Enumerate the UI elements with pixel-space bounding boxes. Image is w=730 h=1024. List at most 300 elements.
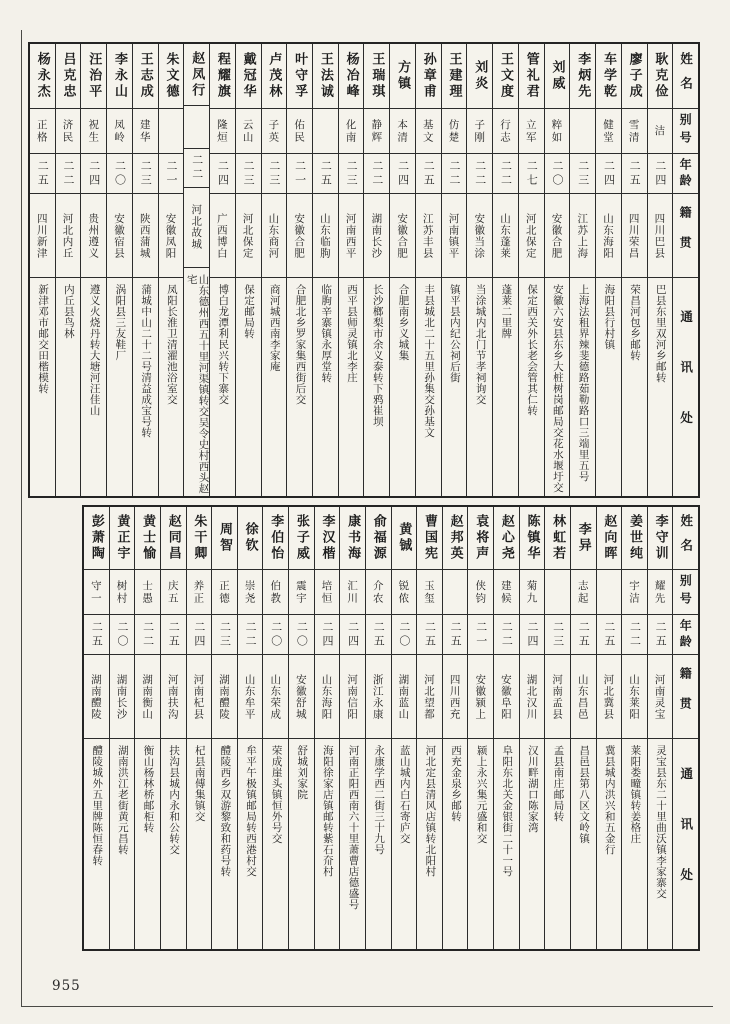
- person-column: [211, 507, 237, 949]
- header-alias: 别号: [673, 569, 698, 614]
- person-column: [109, 507, 135, 949]
- person-age: 二五: [571, 614, 596, 654]
- person-name: 程耀旗: [214, 52, 230, 100]
- person-native-place: 山东海阳: [315, 654, 340, 738]
- person-age: 二一: [468, 614, 493, 654]
- person-column: [30, 44, 55, 496]
- person-native-place: 河南镇平: [442, 193, 467, 277]
- person-native-place: 河南信阳: [340, 654, 365, 738]
- person-native-place: 河北保定: [519, 193, 544, 277]
- person-age: 二三: [236, 153, 261, 193]
- person-age: 二三: [570, 153, 595, 193]
- person-column: [314, 507, 340, 949]
- person-alias: 凤岭: [107, 108, 132, 153]
- person-native-place: 湖南醴陵: [212, 654, 237, 738]
- person-name: 李伯怡: [268, 514, 284, 562]
- person-column: [338, 44, 364, 496]
- person-age: 二五: [366, 614, 391, 654]
- person-name: 耿克俭: [652, 52, 668, 100]
- person-age: 二二: [56, 153, 81, 193]
- person-alias: [159, 108, 184, 153]
- person-name: 王建理: [446, 52, 462, 100]
- person-age: 二四: [390, 153, 415, 193]
- person-column: [647, 44, 673, 496]
- person-column: [237, 507, 263, 949]
- person-age: 二三: [339, 153, 364, 193]
- person-name: 赵心尧: [498, 514, 514, 562]
- person-column: [55, 44, 81, 496]
- person-column: [209, 44, 235, 496]
- person-age: 二二: [135, 614, 160, 654]
- person-alias: [313, 108, 338, 153]
- person-native-place: 陕西蒲城: [133, 193, 158, 277]
- person-native-place: 山东莱阳: [622, 654, 647, 738]
- person-address: 巴县东里双河乡邮转: [648, 277, 673, 496]
- person-age: 二四: [648, 153, 673, 193]
- person-column: [262, 507, 288, 949]
- person-address: 衡山杨林桥邮柜转: [135, 738, 160, 949]
- person-native-place: 四川西充: [443, 654, 468, 738]
- person-column: [160, 507, 186, 949]
- person-column: [621, 44, 647, 496]
- person-name: 方镇: [395, 60, 411, 92]
- person-address: 舒城刘家院: [289, 738, 314, 949]
- person-native-place: 安徽舒城: [289, 654, 314, 738]
- person-alias: 侠钧: [468, 569, 493, 614]
- person-age: 二三: [545, 614, 570, 654]
- person-address: 凤阳长淮卫清濯池浴室交: [159, 277, 184, 496]
- person-column: [235, 44, 261, 496]
- person-alias: 宇洁: [622, 569, 647, 614]
- person-alias: 培恒: [315, 569, 340, 614]
- person-age: 二五: [597, 614, 622, 654]
- person-alias: 健堂: [596, 108, 621, 153]
- person-address: 扶沟县城内永和公转交: [161, 738, 186, 949]
- person-name: 康书海: [345, 514, 361, 562]
- person-name: 袁将声: [473, 514, 489, 562]
- person-name: 周智: [216, 522, 232, 554]
- person-native-place: 湖南蓝山: [392, 654, 417, 738]
- person-native-place: 河南扶沟: [161, 654, 186, 738]
- person-address: 颍上永兴集元盛和交: [468, 738, 493, 949]
- person-age: 二一: [287, 153, 312, 193]
- person-column: [467, 507, 493, 949]
- person-age: 二四: [210, 153, 235, 193]
- person-alias: 济民: [56, 108, 81, 153]
- roster-table-bottom: [82, 505, 700, 951]
- person-name: 汪治平: [86, 52, 102, 100]
- person-alias: 仿楚: [442, 108, 467, 153]
- person-native-place: 湖南醴陵: [84, 654, 109, 738]
- person-column: [339, 507, 365, 949]
- person-alias: 雪清: [622, 108, 647, 153]
- person-name: 陈镇华: [524, 514, 540, 562]
- person-name: 卢茂林: [266, 52, 282, 100]
- person-address: 西平县师灵镇北李庄: [339, 277, 364, 496]
- person-name: 朱文德: [163, 52, 179, 100]
- person-address: 涡阳县三友鞋厂: [107, 277, 132, 496]
- person-column: [391, 507, 417, 949]
- person-name: 黄铖: [396, 522, 412, 554]
- person-name: 管礼君: [523, 52, 539, 100]
- person-native-place: 贵州遵义: [81, 193, 106, 277]
- person-address: 西充金泉乡邮转: [443, 738, 468, 949]
- person-name: 杨冶峰: [343, 52, 359, 100]
- person-name: 彭萧陶: [88, 514, 104, 562]
- person-alias: 锐侬: [392, 569, 417, 614]
- person-column: [441, 44, 467, 496]
- person-alias: 建候: [494, 569, 519, 614]
- person-age: 二五: [30, 153, 55, 193]
- person-name: 杨永杰: [34, 52, 50, 100]
- person-alias: 士愚: [135, 569, 160, 614]
- person-alias: 祝生: [81, 108, 106, 153]
- person-native-place: 河南西平: [339, 193, 364, 277]
- person-address: 醴陵西乡双游黎致和药号转: [212, 738, 237, 949]
- person-name: 曹国宪: [421, 514, 437, 562]
- person-column: [442, 507, 468, 949]
- header-name: 姓名: [678, 51, 694, 101]
- person-address: 合肥北乡罗家集西街后交: [287, 277, 312, 496]
- person-column: [544, 44, 570, 496]
- person-alias: 基文: [416, 108, 441, 153]
- person-address: 遵义火烧丹转大塘河汪佳山: [81, 277, 106, 496]
- person-native-place: 安徽阜阳: [494, 654, 519, 738]
- person-column: [312, 44, 338, 496]
- person-native-place: 湖北汉川: [520, 654, 545, 738]
- header-name: 姓名: [678, 513, 694, 563]
- person-alias: 粹如: [545, 108, 570, 153]
- person-address: 山东德州西五十里河渠镇转交吴令史村西头赵宅: [184, 267, 209, 496]
- person-alias: 正格: [30, 108, 55, 153]
- person-name: 林虹若: [550, 514, 566, 562]
- person-age: 二二: [467, 153, 492, 193]
- person-age: 二〇: [289, 614, 314, 654]
- person-alias: 菊九: [520, 569, 545, 614]
- person-name: 吕克忠: [60, 52, 76, 100]
- person-alias: 正德: [212, 569, 237, 614]
- person-alias: [597, 569, 622, 614]
- person-address: 蓬莱二里牌: [493, 277, 518, 496]
- person-name: 李汉楷: [319, 514, 335, 562]
- person-column: [158, 44, 184, 496]
- person-address: 海阳县行村镇: [596, 277, 621, 496]
- person-age: 二二: [364, 153, 389, 193]
- person-age: 二二: [184, 148, 209, 186]
- person-age: 二四: [520, 614, 545, 654]
- person-native-place: 四川荣昌: [622, 193, 647, 277]
- person-name: 俞福源: [370, 514, 386, 562]
- person-native-place: 安徽宿县: [107, 193, 132, 277]
- person-column: [492, 44, 518, 496]
- person-address: 荣昌河包乡邮转: [622, 277, 647, 496]
- person-alias: 玉玺: [417, 569, 442, 614]
- person-column: [493, 507, 519, 949]
- person-address: 内丘县鸟林: [56, 277, 81, 496]
- person-age: 二五: [313, 153, 338, 193]
- person-address: 新津邓市邮交田楷模转: [30, 277, 55, 496]
- person-alias: 耀先: [648, 569, 673, 614]
- person-native-place: 安徽合肥: [390, 193, 415, 277]
- person-native-place: 河南孟县: [545, 654, 570, 738]
- person-native-place: 河北内丘: [56, 193, 81, 277]
- person-age: 二二: [494, 614, 519, 654]
- header-address: 通讯处: [673, 277, 698, 496]
- person-native-place: 河北望都: [417, 654, 442, 738]
- person-alias: 伯教: [263, 569, 288, 614]
- person-alias: 建华: [133, 108, 158, 153]
- person-column: [132, 44, 158, 496]
- person-address: 牟平午极镇邮局转西港村交: [238, 738, 263, 949]
- person-name: 张子威: [293, 514, 309, 562]
- person-address: 冀县城内洪兴和五金行: [597, 738, 622, 949]
- person-name: 王文度: [498, 52, 513, 100]
- person-address: 商河城西南李家庵: [262, 277, 287, 496]
- person-age: 二七: [519, 153, 544, 193]
- header-native: 籍贯: [673, 654, 698, 738]
- person-address: 孟县南庄邮局转: [545, 738, 570, 949]
- person-alias: 行志: [493, 108, 518, 153]
- person-name: 朱干卿: [191, 514, 207, 562]
- person-native-place: 山东牟平: [238, 654, 263, 738]
- person-address: 保定邮局转: [236, 277, 261, 496]
- person-age: 二五: [622, 153, 647, 193]
- person-column: [365, 507, 391, 949]
- person-name: 王法诚: [317, 52, 333, 100]
- person-name: 戴冠华: [240, 52, 256, 100]
- person-address: 临朐辛寨镇永厚堂转: [313, 277, 338, 496]
- person-name: 孙章甫: [420, 52, 436, 100]
- person-native-place: 安徽凤阳: [159, 193, 184, 277]
- person-age: 二三: [133, 153, 158, 193]
- person-address: 上海法租界辣斐德路茹勒路口三端里五号: [570, 277, 595, 496]
- header-age: 年龄: [673, 614, 698, 654]
- person-address: 杞县南傅集镇交: [187, 738, 212, 949]
- header-native: 籍贯: [673, 193, 698, 277]
- person-alias: 介农: [366, 569, 391, 614]
- person-age: 二五: [416, 153, 441, 193]
- person-alias: 志起: [571, 569, 596, 614]
- person-native-place: 浙江永康: [366, 654, 391, 738]
- person-address: 博白龙潭利民兴转下寨交: [210, 277, 235, 496]
- person-native-place: 山东蓬莱: [493, 193, 518, 277]
- person-name: 叶守孚: [292, 52, 308, 100]
- person-name: 刘威: [549, 60, 565, 92]
- person-age: 二二: [493, 153, 518, 193]
- person-alias: 震宇: [289, 569, 314, 614]
- person-address: 河北定县清风店镇转北阳村: [417, 738, 442, 949]
- person-age: 二二: [238, 614, 263, 654]
- person-name: 廖子成: [626, 52, 642, 100]
- person-name: 姜世纯: [626, 514, 642, 562]
- person-name: 李炳先: [575, 52, 591, 100]
- person-address: 湖南洪江老街黄元昌转: [110, 738, 135, 949]
- person-column: [596, 507, 622, 949]
- person-native-place: 山东昌邑: [571, 654, 596, 738]
- person-column: [389, 44, 415, 496]
- person-age: 二三: [262, 153, 287, 193]
- person-address: 镇平县内纪公祠后街: [442, 277, 467, 496]
- person-age: 二四: [340, 614, 365, 654]
- person-alias: 佑民: [287, 108, 312, 153]
- person-native-place: 河北保定: [236, 193, 261, 277]
- person-alias: 崇尧: [238, 569, 263, 614]
- person-alias: 立军: [519, 108, 544, 153]
- person-alias: 本清: [390, 108, 415, 153]
- person-column: [286, 44, 312, 496]
- person-address: 醴陵城外五里牌陈恒春转: [84, 738, 109, 949]
- person-name: 李守训: [652, 514, 668, 562]
- person-native-place: 湖南长沙: [110, 654, 135, 738]
- header-age: 年龄: [673, 153, 698, 193]
- person-address: 昌邑县第八区文岭镇: [571, 738, 596, 949]
- person-alias: 洁: [648, 108, 673, 153]
- person-native-place: 河南灵宝: [648, 654, 673, 738]
- person-column: [186, 507, 212, 949]
- person-address: 当涂城内北门节孝祠询交: [467, 277, 492, 496]
- person-address: 海阳徐家店镇邮转紫石夼村: [315, 738, 340, 949]
- person-age: 二〇: [545, 153, 570, 193]
- person-name: 刘炎: [472, 60, 488, 92]
- person-native-place: 四川巴县: [648, 193, 673, 277]
- person-name: 王志成: [137, 52, 153, 100]
- person-column: [570, 507, 596, 949]
- person-column: [519, 507, 545, 949]
- person-native-place: 河南杞县: [187, 654, 212, 738]
- person-age: 二四: [81, 153, 106, 193]
- person-name: 黄士愉: [140, 514, 156, 562]
- person-alias: 树村: [110, 569, 135, 614]
- person-column: [415, 44, 441, 496]
- person-native-place: 江苏丰县: [416, 193, 441, 277]
- person-address: 安徽六安县东乡大桩树岗邮局交花水堰圩交: [545, 277, 570, 496]
- person-age: 二〇: [263, 614, 288, 654]
- person-address: 长沙榔梨市余义泰转下鸦崔坝: [364, 277, 389, 496]
- person-column: [80, 44, 106, 496]
- person-native-place: 江苏上海: [570, 193, 595, 277]
- person-native-place: 山东临朐: [313, 193, 338, 277]
- person-name: 赵邦英: [447, 514, 463, 562]
- person-name: 李异: [575, 522, 591, 554]
- person-alias: 子刚: [467, 108, 492, 153]
- person-age: 二二: [442, 153, 467, 193]
- person-native-place: 安徽当涂: [467, 193, 492, 277]
- person-native-place: 湖南衡山: [135, 654, 160, 738]
- person-alias: 汇川: [340, 569, 365, 614]
- person-address: 灵宝县东二十里曲沃镇李家寨交: [648, 738, 673, 949]
- person-name: 车学乾: [600, 52, 616, 100]
- person-address: 蒲城中山二十二号清益成宝号转: [133, 277, 158, 496]
- person-address: 蓝山城内白石寄庐交: [392, 738, 417, 949]
- person-name: 王瑞琪: [369, 52, 385, 100]
- person-age: 二四: [187, 614, 212, 654]
- person-age: 二二: [622, 614, 647, 654]
- person-age: 二〇: [392, 614, 417, 654]
- person-native-place: 安徽合肥: [545, 193, 570, 277]
- person-address: 丰县城北二十五里孙集交孙基文: [416, 277, 441, 496]
- person-column: [595, 44, 621, 496]
- person-address: 荣成崖头镇恒外号交: [263, 738, 288, 949]
- person-alias: 化南: [339, 108, 364, 153]
- person-name: 赵同昌: [165, 514, 181, 562]
- person-column: [183, 44, 209, 496]
- person-alias: [184, 105, 209, 148]
- person-age: 二〇: [110, 614, 135, 654]
- person-alias: [570, 108, 595, 153]
- person-age: 二五: [84, 614, 109, 654]
- person-alias: [443, 569, 468, 614]
- header-alias: 别号: [673, 108, 698, 153]
- person-age: 二〇: [107, 153, 132, 193]
- person-alias: 静辉: [364, 108, 389, 153]
- person-column: [569, 44, 595, 496]
- person-native-place: 湖南长沙: [364, 193, 389, 277]
- person-column: [134, 507, 160, 949]
- person-column: [647, 507, 673, 949]
- person-age: 二五: [417, 614, 442, 654]
- person-name: 黄正宇: [114, 514, 130, 562]
- person-alias: 子英: [262, 108, 287, 153]
- header-address: 通讯处: [673, 738, 698, 949]
- person-address: 永康学西二街三十九号: [366, 738, 391, 949]
- person-alias: 隆烜: [210, 108, 235, 153]
- person-column: [106, 44, 132, 496]
- header-column: [672, 44, 698, 496]
- person-column: [518, 44, 544, 496]
- person-column: [288, 507, 314, 949]
- person-age: 二五: [648, 614, 673, 654]
- person-address: 保定西关外长老会管其仁转: [519, 277, 544, 496]
- person-native-place: 安徽合肥: [287, 193, 312, 277]
- person-age: 二四: [315, 614, 340, 654]
- person-age: 二四: [596, 153, 621, 193]
- person-column: [84, 507, 109, 949]
- person-column: [544, 507, 570, 949]
- person-address: 阜阳东北关金银街二十一号: [494, 738, 519, 949]
- page-frame-left-rule: [21, 30, 22, 1007]
- person-native-place: 山东商河: [262, 193, 287, 277]
- person-address: 汉川畔湖口陈家湾: [520, 738, 545, 949]
- header-column: [672, 507, 698, 949]
- person-age: 二一: [159, 153, 184, 193]
- person-alias: 云山: [236, 108, 261, 153]
- person-column: [466, 44, 492, 496]
- person-native-place: 广西博白: [210, 193, 235, 277]
- person-age: 二三: [212, 614, 237, 654]
- person-name: 李永山: [111, 52, 127, 100]
- person-alias: 守一: [84, 569, 109, 614]
- person-name: 赵向晖: [601, 514, 617, 562]
- person-name: 赵凤行: [189, 50, 205, 99]
- person-native-place: 山东海阳: [596, 193, 621, 277]
- person-column: [621, 507, 647, 949]
- person-alias: [545, 569, 570, 614]
- person-native-place: 安徽颍上: [468, 654, 493, 738]
- person-native-place: 河北故城: [184, 187, 209, 267]
- person-native-place: 四川新津: [30, 193, 55, 277]
- person-native-place: 河北冀县: [597, 654, 622, 738]
- roster-table-top: [28, 42, 700, 498]
- person-native-place: 山东荣成: [263, 654, 288, 738]
- page-frame-bottom-rule: [21, 1006, 713, 1007]
- person-address: 河南正阳西南六十里萧曹店德盛号: [340, 738, 365, 949]
- person-column: [261, 44, 287, 496]
- person-alias: 庆五: [161, 569, 186, 614]
- person-age: 二五: [443, 614, 468, 654]
- page-number: 955: [52, 978, 81, 994]
- person-alias: 养正: [187, 569, 212, 614]
- person-column: [363, 44, 389, 496]
